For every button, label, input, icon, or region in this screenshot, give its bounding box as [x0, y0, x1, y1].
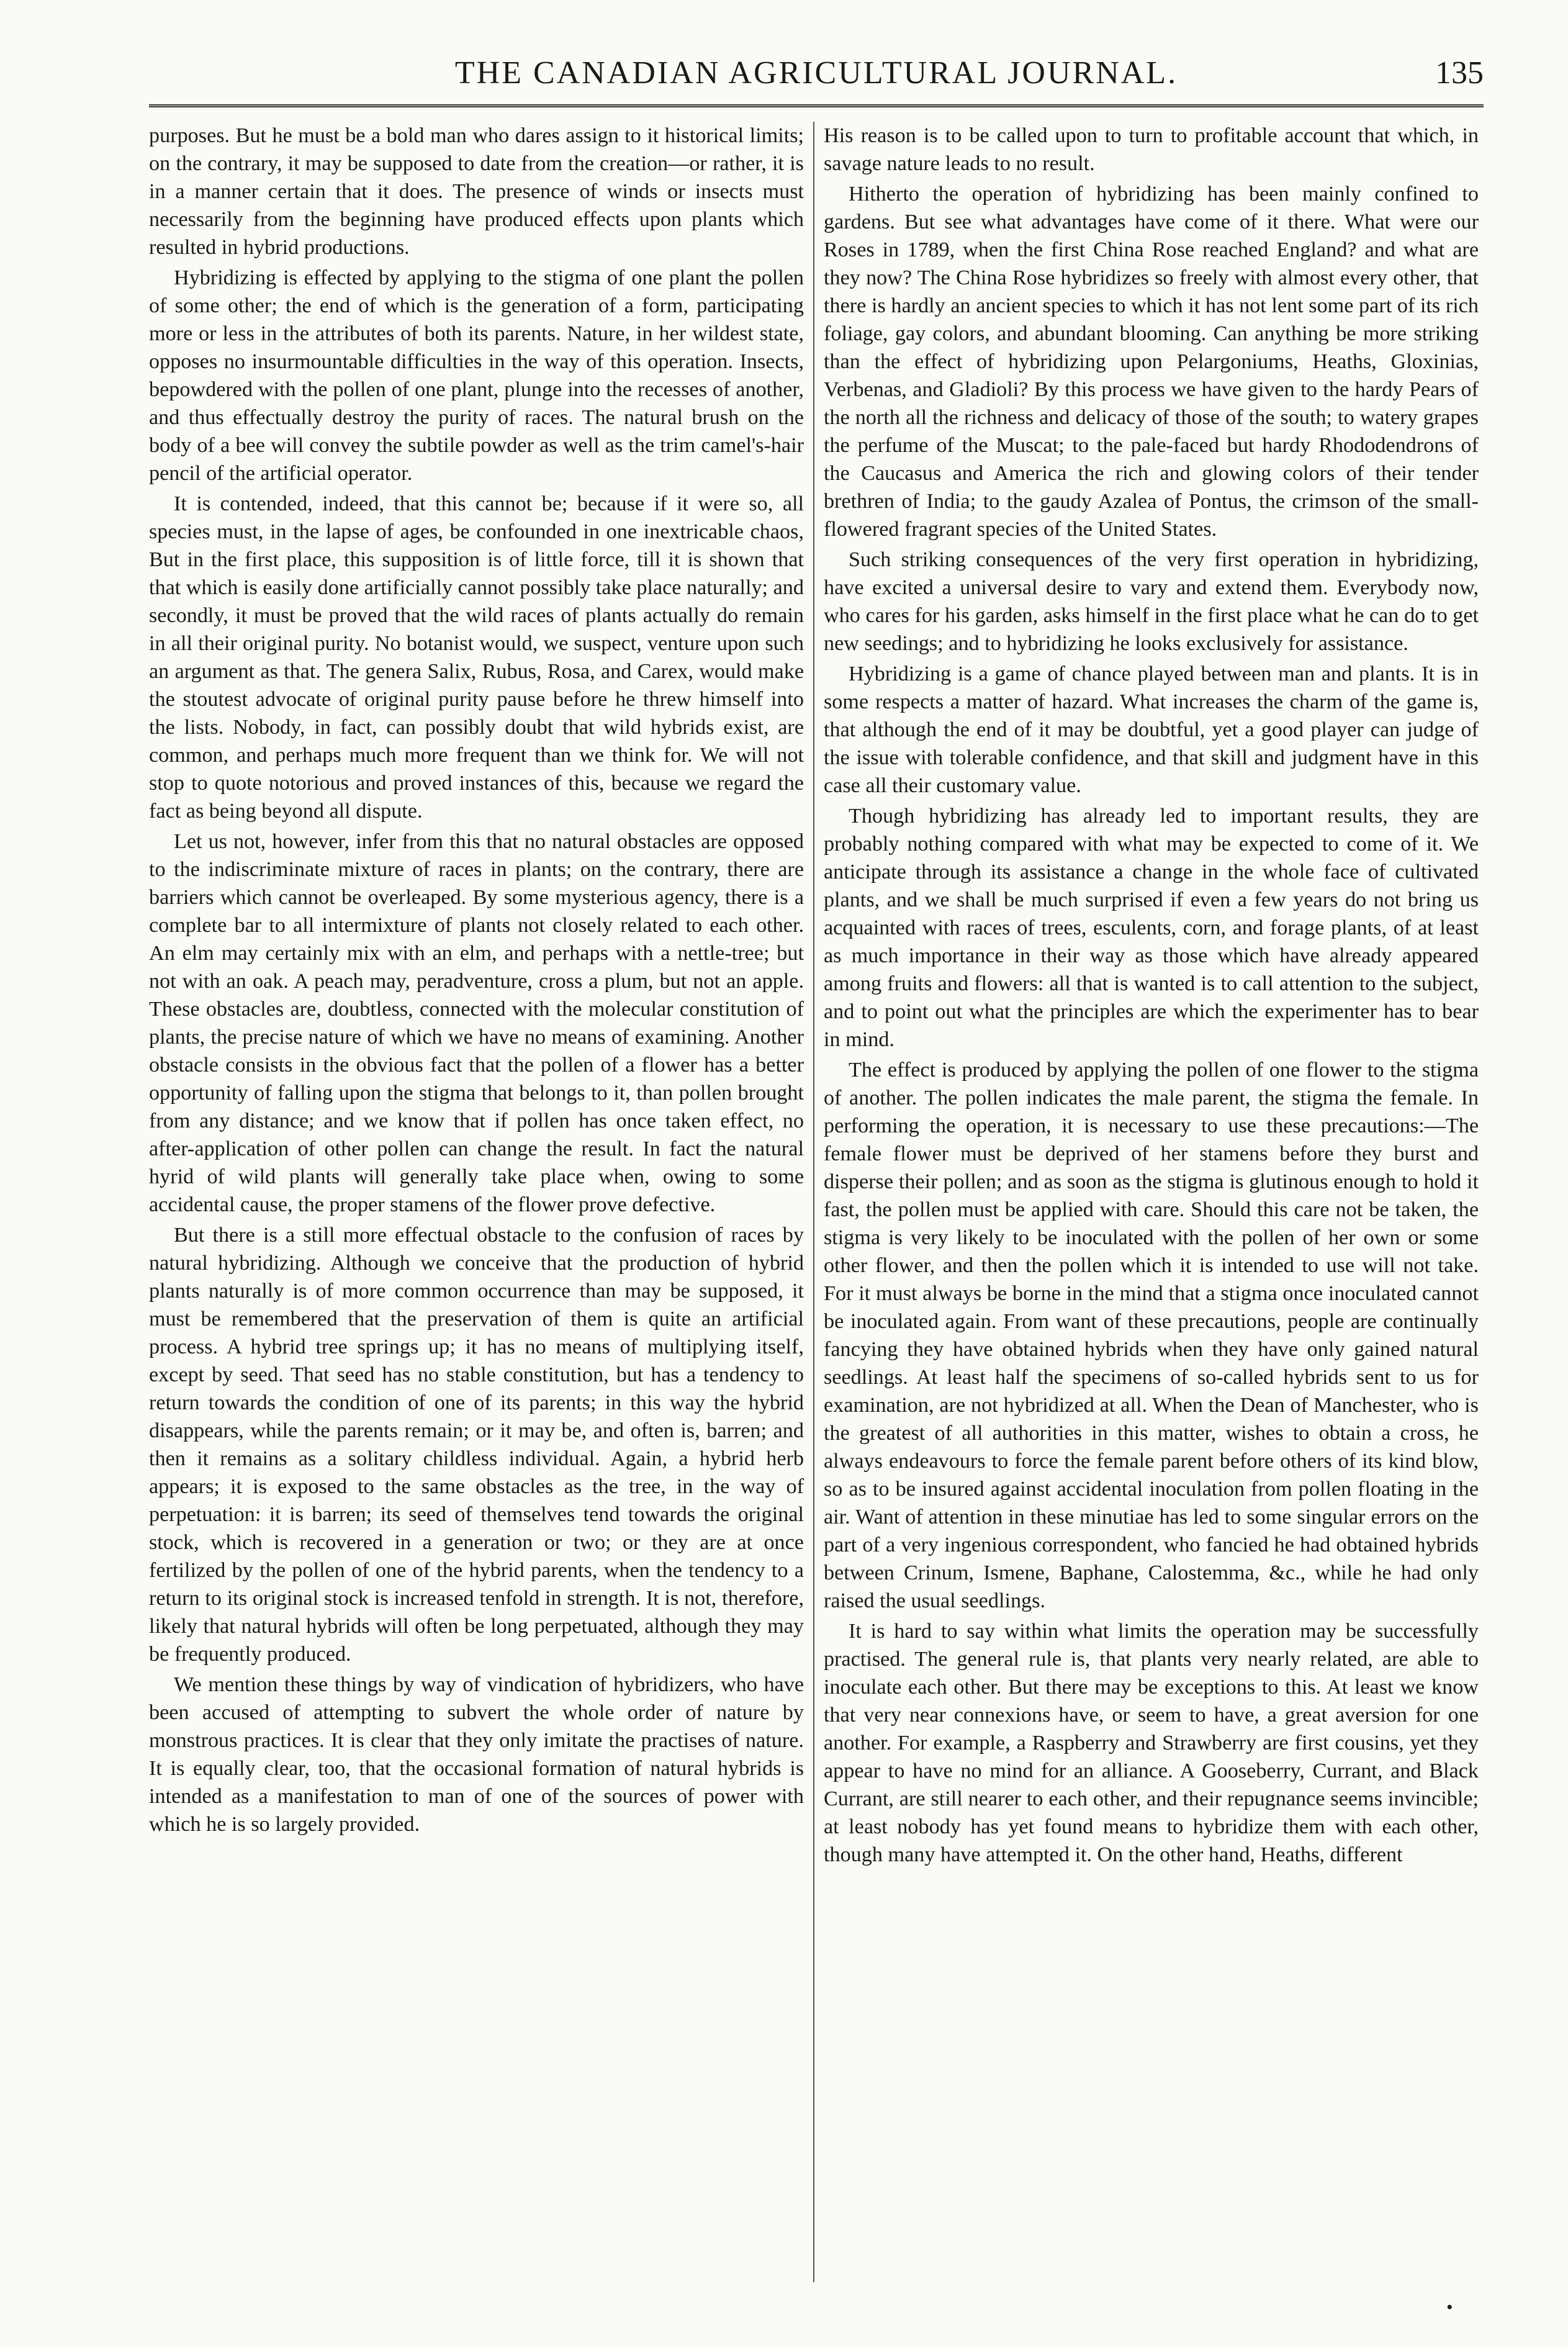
- paragraph: Such striking consequences of the very first operation in hybridizing, have excited a universal desire to vary and extend them. Everybody now, who cares for his garden, asks himself in the first place what he can do to get new seedings; and to hybridizing he looks exclusively for assistance.: [824, 548, 1479, 655]
- journal-title: THE CANADIAN AGRICULTURAL JOURNAL.: [454, 55, 1178, 91]
- paragraph: Hybridizing is a game of chance played between man and plants. It is in some respects a matter of hazard. What increases the charm of the game is, that although the end of it may be doubtful, yet a good player can judge of the issue with tolerable confidence, and that skill and judgment have in this case all their customary value.: [824, 662, 1479, 797]
- paragraph: Hybridizing is effected by applying to the stigma of one plant the pollen of some other; the end of which is the generation of a form, participating more or less in the attributes of both its parents. Nature, in her wildest state, opposes no insurmountable difficulties in the way of this operation. Insects, bepowdered with the pollen of one plant, plunge into the recesses of another, and thus effectually destroy the purity of races. The natural brush on the body of a bee will convey the subtile powder as well as the trim camel's-hair pencil of the artificial operator.: [149, 266, 804, 485]
- paragraph: Let us not, however, infer from this that no natural obstacles are opposed to the indiscriminate mixture of races in plants; on the contrary, there are barriers which cannot be overleaped. By some mysterious agency, there is a complete bar to all intermixture of plants not closely related to each other. An elm may certainly mix with an elm, and perhaps with a nettle-tree; but not with an oak. A peach may, peradventure, cross a plum, but not an apple. These obstacles are, doubtless, connected with the molecular constitution of plants, the precise nature of which we have no means of examining. Another obstacle consists in the obvious fact that the pollen of a flower has a better opportunity of falling upon the stigma that belongs to it, than pollen brought from any distance; and we know that if pollen has once taken effect, no after-application of other pollen can change the result. In fact the natural hyrid of wild plants will generally take place when, owing to some accidental cause, the proper stamens of the flower prove defective.: [149, 830, 804, 1216]
- paragraph: It is contended, indeed, that this cannot be; because if it were so, all species must, in the lapse of ages, be confounded in one inextricable chaos, But in the first place, this supposition is of little force, till it is shown that that which is easily done artificially cannot possibly take place naturally; and secondly, it must be proved that the wild races of plants actually do remain in all their original purity. No botanist would, we suspect, venture upon such an argument as that. The genera Salix, Rubus, Rosa, and Carex, would make the stoutest advocate of original purity pause before he threw himself into the lists. Nobody, in fact, can possibly doubt that wild hybrids exist, are common, and perhaps much more frequent than we think for. We will not stop to quote notorious and proved instances of this, because we regard the fact as being beyond all dispute.: [149, 492, 804, 823]
- paragraph: Hitherto the operation of hybridizing has been mainly confined to gardens. But see what advantages have come of it there. What were our Roses in 1789, when the first China Rose reached England? and what are they now? The China Rose hybridizes so freely with almost every other, that there is hardly an ancient species to which it has not lent some part of its rich foliage, gay colors, and abundant blooming. Can anything be more striking than the effect of hybridizing upon Pelargoniums, Heaths, Gloxinias, Verbenas, and Gladioli? By this process we have given to the hardy Pears of the north all the richness and delicacy of those of the south; to watery grapes the perfume of the Muscat; to the pale-faced but hardy Rhododendrons of the Caucasus and America the rich and glowing colors of their tender brethren of India; to the gaudy Azalea of Pontus, the crimson of the small-flowered fragrant species of the United States.: [824, 183, 1479, 541]
- page-header: [149, 55, 1484, 104]
- left-column: [149, 122, 804, 2288]
- paragraph: But there is a still more effectual obstacle to the confusion of races by natural hybridizing. Although we conceive that the production of hybrid plants naturally is of more common occurrence than may be supposed, it must be remembered that the preservation of them is quite an artificial process. A hybrid tree springs up; it has no means of multiplying itself, except by seed. That seed has no stable constitution, but has a tendency to return towards the condition of one of its parents; in this way the hybrid disappears, while the parents remain; or it may be, and often is, barren; and then it remains as a solitary childless individual. Again, a hybrid herb appears; it is exposed to the same obstacles as the tree, in the way of perpetuation: it is barren; its seed of themselves tend towards the original stock, which is recovered in a generation or two; or they are at once fertilized by the pollen of one of the hybrid parents, when the tendency to a return to its original stock is increased tenfold in strength. It is not, therefore, likely that natural hybrids will often be long perpetuated, although they may be frequently produced.: [149, 1224, 804, 1666]
- footer-mark: •: [1446, 2297, 1453, 2318]
- page-number: 135: [1435, 55, 1484, 91]
- paragraph: His reason is to be called upon to turn to profitable account that which, in savage nature leads to no result.: [824, 124, 1479, 175]
- paragraph: We mention these things by way of vindication of hybridizers, who have been accused of attempting to subvert the whole order of nature by monstrous practices. It is clear that they only imitate the practises of nature. It is equally clear, too, that the occasional formation of natural hybrids is intended as a manifestation to man of one of the sources of power with which he is so largely provided.: [149, 1673, 804, 1836]
- paragraph: Though hybridizing has already led to important results, they are probably nothing compared with what may be expected to come of it. We anticipate through its assistance a change in the whole face of cultivated plants, and we shall be much surprised if even a few years do not bring us acquainted with races of trees, esculents, corn, and forage plants, of at least as much importance in their way as those which have already appeared among fruits and flowers: all that is wanted is to call attention to the subject, and to point out what the principles are which the experimenter has to bear in mind.: [824, 805, 1479, 1051]
- paragraph: purposes. But he must be a bold man who dares assign to it historical limits; on the contrary, it may be supposed to date from the creation—or rather, it is in a manner certain that it does. The presence of winds or insects must necessarily from the beginning have produced effects upon plants which resulted in hybrid productions.: [149, 124, 804, 259]
- right-column: [824, 122, 1479, 2288]
- paragraph: The effect is produced by applying the pollen of one flower to the stigma of another. The pollen indicates the male parent, the stigma the female. In performing the operation, it is necessary to use these precautions:—The female flower must be deprived of her stamens before they burst and disperse their pollen; and as soon as the stigma is glutinous enough to hold it fast, the pollen must be applied with care. Should this care not be taken, the stigma is very likely to be inoculated with the pollen of her own or some other flower, and then the pollen which it is intended to use will not take. For it must always be borne in the mind that a stigma once inoculated cannot be inoculated again. From want of these precautions, people are continually fancying they have obtained hybrids when they have only gained natural seedlings. At least half the specimens of so-called hybrids sent to us for examination, are not hybridized at all. When the Dean of Manchester, who is the greatest of all authorities in this matter, wishes to obtain a cross, he always endeavours to force the female parent before others of its kind blow, so as to be insured against accidental inoculation from pollen floating in the air. Want of attention in these minutiae has led to some singular errors on the part of a very ingenious correspondent, who fancied he had obtained hybrids between Crinum, Ismene, Baphane, Calostemma, &c., while he had only raised the usual seedlings.: [824, 1059, 1479, 1612]
- header-rule: [149, 104, 1484, 107]
- column-divider: [813, 122, 814, 2282]
- paragraph: It is hard to say within what limits the operation may be successfully practised. The general rule is, that plants very nearly related, are able to inoculate each other. But there may be exceptions to this. At least we know that very near connexions have, or seem to have, a great aversion for one another. For example, a Raspberry and Strawberry are first cousins, yet they appear to have no mind for an alliance. A Gooseberry, Currant, and Black Currant, are still nearer to each other, and their repugnance seems invincible; at least nobody has yet found means to hybridize them with each other, though many have attempted it. On the other hand, Heaths, different: [824, 1620, 1479, 1866]
